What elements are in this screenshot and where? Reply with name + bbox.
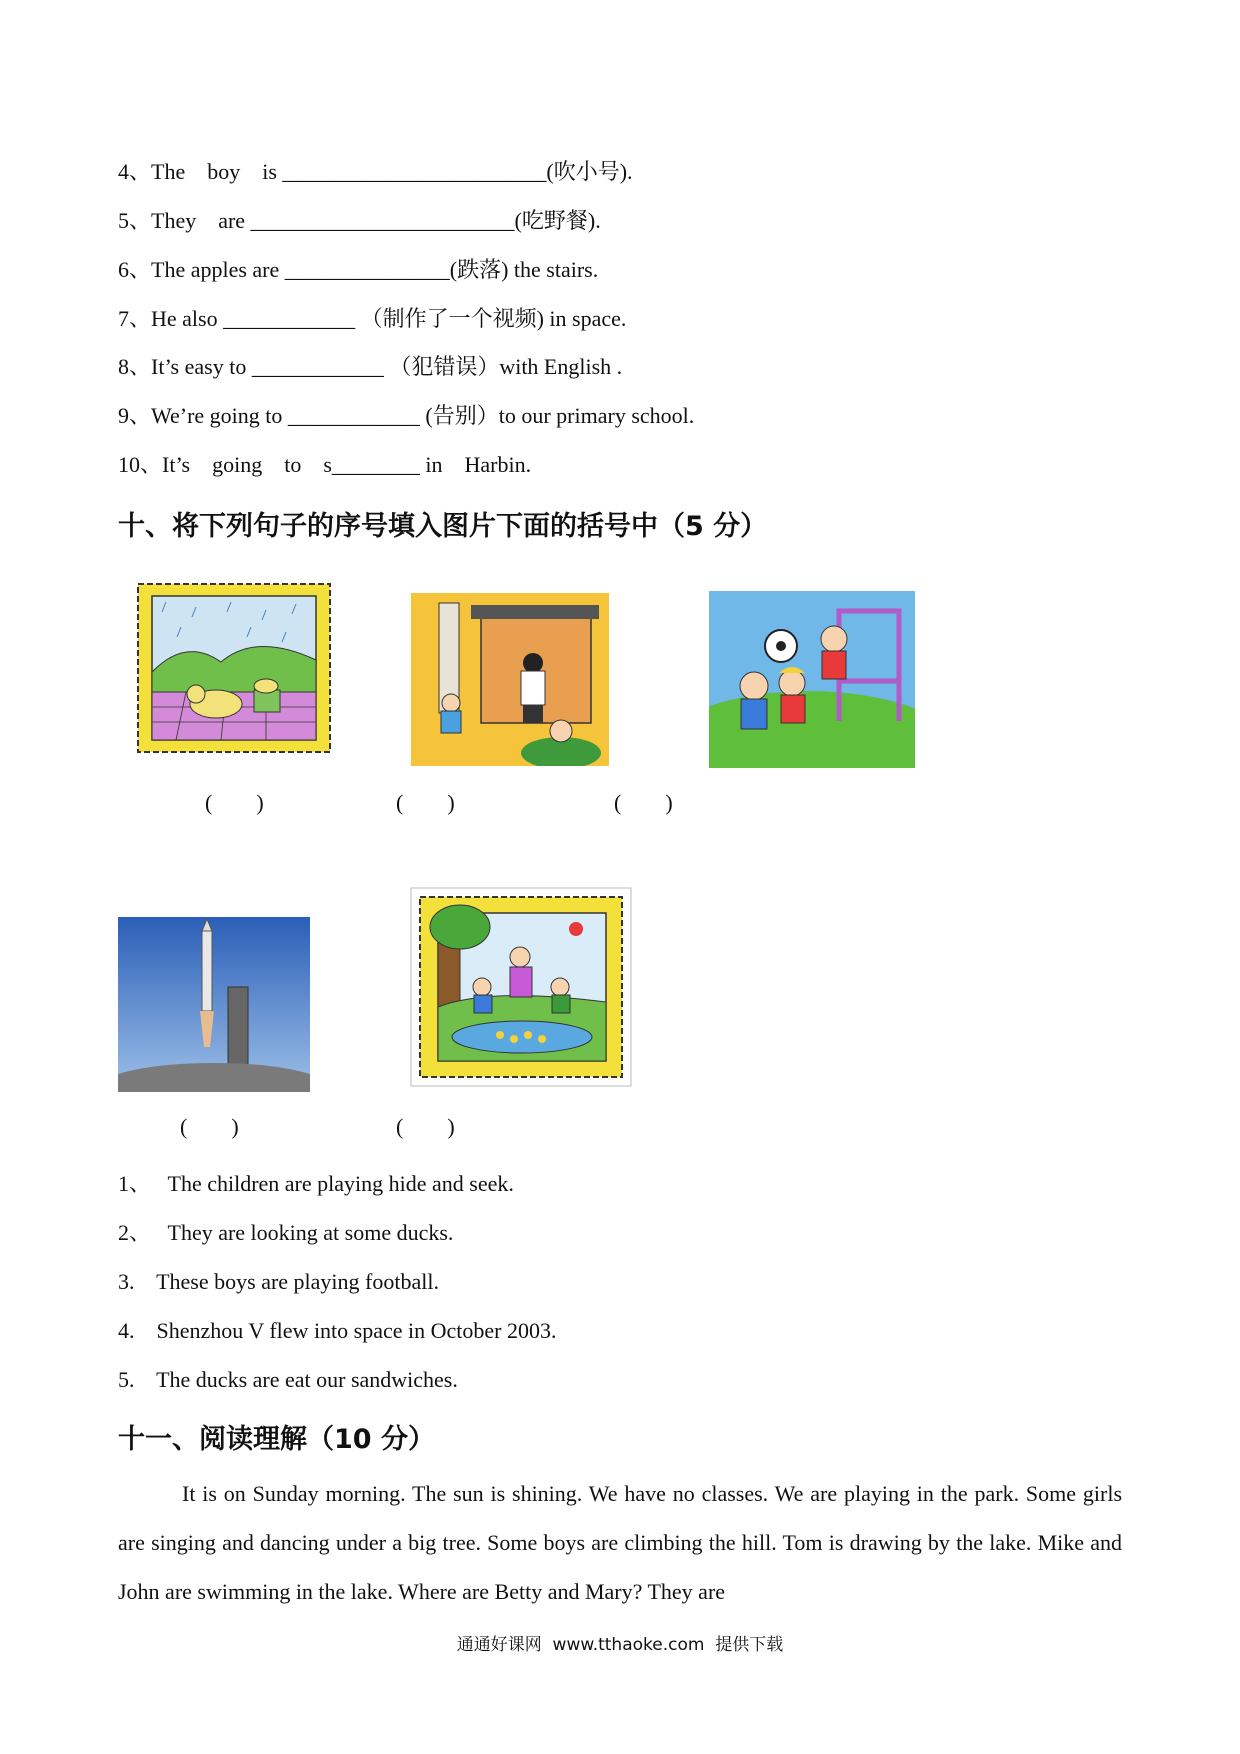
section-10-heading: 十、将下列句子的序号填入图片下面的括号中（5 分）	[118, 511, 768, 542]
sentence-3: 3. These boys are playing football.	[118, 1269, 439, 1294]
sentence-2: 2、 They are looking at some ducks.	[118, 1220, 454, 1245]
page-footer: 通通好课网 www.tthaoke.com 提供下载	[456, 1635, 784, 1655]
fill-in-5: 5、They are ________________________(吃野餐).	[118, 208, 601, 233]
fill-in-6: 6、The apples are _______________(跌落) the stairs.	[118, 257, 599, 282]
picture-football	[709, 591, 915, 768]
picture-picnic-rain	[136, 582, 332, 754]
fill-in-7: 7、He also ____________ （制作了一个视频) in space.	[118, 306, 627, 331]
answer-paren-3: ( )	[614, 790, 673, 815]
sentence-1: 1、 The children are playing hide and seek.	[118, 1171, 514, 1196]
picture-ducks	[410, 887, 632, 1087]
sentence-4: 4. Shenzhou V flew into space in October 2003.	[118, 1318, 557, 1343]
answer-paren-1: ( )	[205, 790, 264, 815]
fill-in-4: 4、The boy is ________________________(吹小号).	[118, 159, 633, 184]
section-11-heading: 十一、阅读理解（10 分）	[118, 1424, 435, 1455]
fill-in-8: 8、It’s easy to ____________ （犯错误）with English .	[118, 354, 623, 379]
fill-in-9: 9、We’re going to ____________ (告别）to our primary school.	[118, 403, 695, 428]
answer-paren-2: ( )	[396, 790, 455, 815]
reading-passage: It is on Sunday morning. The sun is shining. We have no classes. We are playing in the park. Some girls are singing and dancing under a big tree. Some boys are climbing the hill. Tom is drawing by the lake. Mike and John are swimming in the lake. Where are Betty and Mary? They are	[118, 1481, 1122, 1604]
answer-paren-5: ( )	[396, 1114, 455, 1139]
answer-paren-4: ( )	[180, 1114, 239, 1139]
fill-in-10: 10、It’s going to s________ in Harbin.	[118, 452, 532, 477]
picture-hide-and-seek	[411, 593, 609, 766]
sentence-5: 5. The ducks are eat our sandwiches.	[118, 1367, 458, 1392]
picture-rocket-launch	[118, 917, 310, 1092]
